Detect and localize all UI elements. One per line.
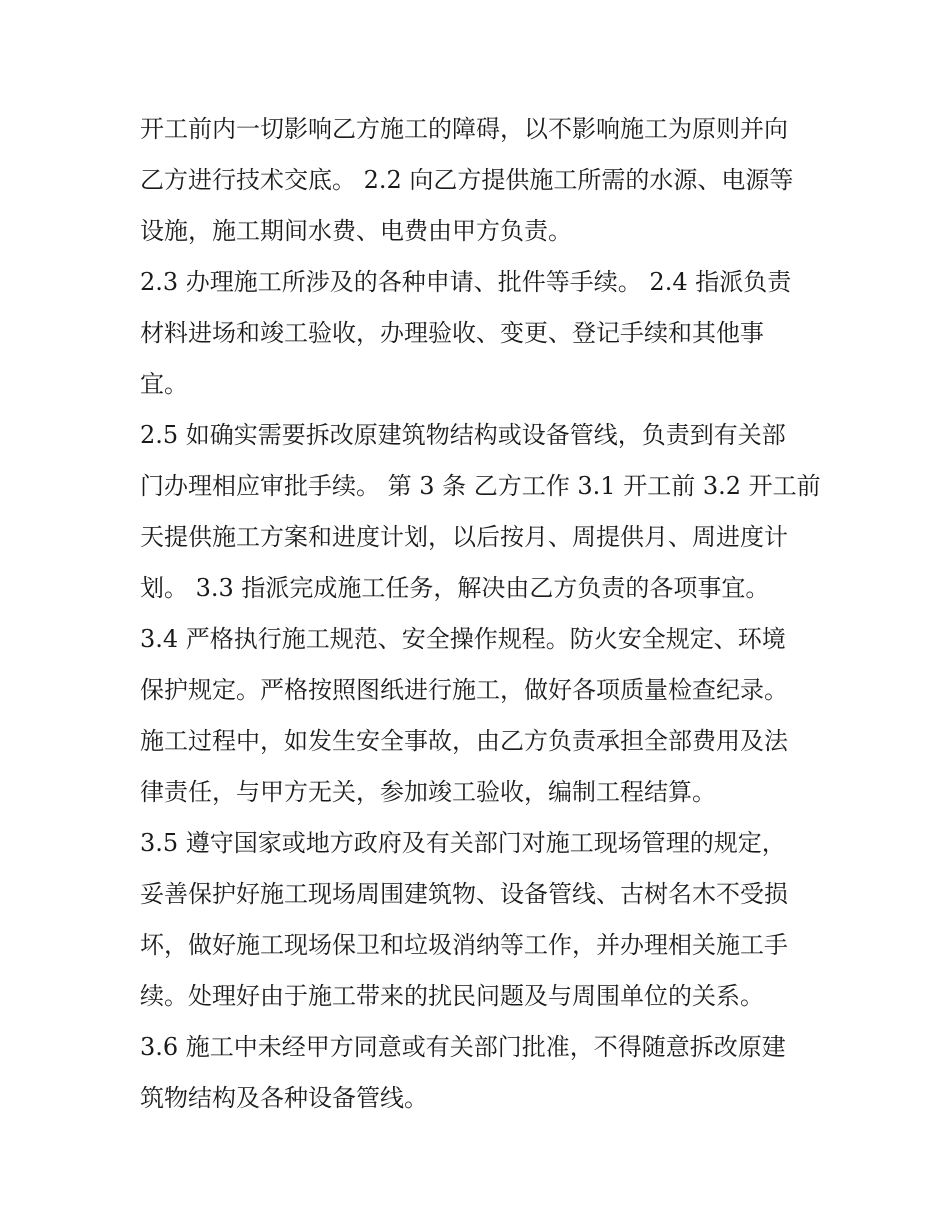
text-line-12: 保护规定。严格按照图纸进行施工，做好各项质量检查纪录。 — [140, 676, 788, 704]
text-line-1: 开工前内一切影响乙方施工的障碍，以不影响施工为原则并向 — [140, 115, 788, 143]
text-line-11: 3.4 严格执行施工规范、安全操作规程。防火安全规定、环境 — [140, 625, 786, 653]
text-line-8: 门办理相应审批手续。 第 3 条 乙方工作 3.1 开工前 3.2 开工前 — [140, 472, 821, 500]
text-line-19: 3.6 施工中未经甲方同意或有关部门批准，不得随意拆改原建 — [140, 1033, 786, 1061]
text-line-18: 续。处理好由于施工带来的扰民问题及与周围单位的关系。 — [140, 982, 764, 1010]
text-line-14: 律责任，与甲方无关，参加竣工验收，编制工程结算。 — [140, 778, 716, 806]
text-line-17: 坏，做好施工现场保卫和垃圾消纳等工作，并办理相关施工手 — [140, 931, 788, 959]
text-line-15: 3.5 遵守国家或地方政府及有关部门对施工现场管理的规定， — [140, 829, 786, 857]
text-line-2: 乙方进行技术交底。 2.2 向乙方提供施工所需的水源、电源等 — [140, 166, 794, 194]
text-line-4: 2.3 办理施工所涉及的各种申请、批件等手续。 2.4 指派负责 — [140, 268, 792, 296]
text-line-5: 材料进场和竣工验收，办理验收、变更、登记手续和其他事 — [140, 319, 764, 347]
text-line-6: 宜。 — [140, 370, 188, 398]
text-line-10: 划。 3.3 指派完成施工任务，解决由乙方负责的各项事宜。 — [140, 574, 770, 602]
body-text — [140, 104, 830, 1124]
text-line-13: 施工过程中，如发生安全事故，由乙方负责承担全部费用及法 — [140, 727, 788, 755]
text-line-16: 妥善保护好施工现场周围建筑物、设备管线、古树名木不受损 — [140, 880, 788, 908]
text-line-20: 筑物结构及各种设备管线。 — [140, 1084, 428, 1112]
text-line-9: 天提供施工方案和进度计划，以后按月、周提供月、周进度计 — [140, 523, 788, 551]
text-line-3: 设施，施工期间水费、电费由甲方负责。 — [140, 217, 572, 245]
text-line-7: 2.5 如确实需要拆改原建筑物结构或设备管线，负责到有关部 — [140, 421, 786, 449]
